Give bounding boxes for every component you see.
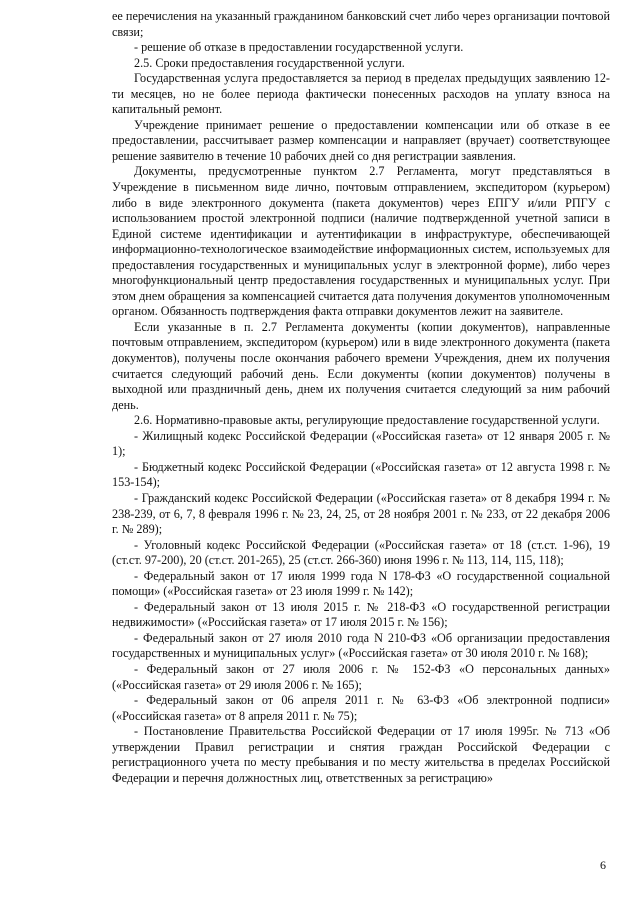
- list-item-law-152fz: - Федеральный закон от 27 июля 2006 г. № 152-ФЗ «О персональных данных» («Российская газета» от 29 июля 2006 г. № 165);: [112, 661, 610, 692]
- list-item-law-218fz: - Федеральный закон от 13 июля 2015 г. № 218-ФЗ «О государственной регистрации недвижимости» («Российская газета» от 17 июля 2015 г. № 156);: [112, 599, 610, 630]
- paragraph-receipt-date: Если указанные в п. 2.7 Регламента документы (копии документов), направленные почтовым отправлением, экспедитором (курьером) или в виде электронного документа (пакета документов), получены после окончания рабочего времени Учреждения, днем их получения считается следующий рабочий день. Если документы (копии документов) получены в выходной или праздничный день, днем их получения считается следующий за ним рабочий день.: [112, 319, 610, 412]
- page-number: 6: [600, 858, 606, 872]
- paragraph-document-submission: Документы, предусмотренные пунктом 2.7 Регламента, могут представляться в Учреждение в письменном виде лично, почтовым отправлением, экспедитором (курьером) либо в виде электронного документа (пакета документов) через ЕПГУ и/или РПГУ с использованием простой электронной подписи (наличие подтвержденной учетной записи в Единой системе идентификации и аутентификации в инфраструктуре, обеспечивающей информационно-технологическое взаимодействие информационных систем, используемых для предоставления государственных и муниципальных услуг в электронной форме), либо через многофункциональный центр предоставления государственных и муниципальных услуг. При этом днем обращения за компенсацией считается дата получения документов уполномоченным органом. Обязанность подтверждения факта отправки документов лежит на заявителе.: [112, 164, 610, 319]
- document-body: [112, 9, 610, 786]
- list-item-budget-code: - Бюджетный кодекс Российской Федерации («Российская газета» от 12 августа 1998 г. № 153-154);: [112, 459, 610, 490]
- list-item-housing-code: - Жилищный кодекс Российской Федерации («Российская газета» от 12 января 2005 г. № 1);: [112, 428, 610, 459]
- list-item-law-210fz: - Федеральный закон от 27 июля 2010 года N 210-ФЗ «Об организации предоставления государственных и муниципальных услуг» («Российская газета» от 30 июля 2010 г. № 168);: [112, 630, 610, 661]
- section-heading-2-5: 2.5. Сроки предоставления государственной услуги.: [134, 55, 405, 70]
- list-item-law-178fz: - Федеральный закон от 17 июля 1999 года N 178-ФЗ «О государственной социальной помощи» («Российская газета» от 23 июля 1999 г. № 142);: [112, 568, 610, 599]
- paragraph-service-period: Государственная услуга предоставляется за период в пределах предыдущих заявлению 12-ти месяцев, но не более периода фактически понесенных расходов на уплату взноса на капитальный ремонт.: [112, 71, 610, 117]
- list-item-criminal-code: - Уголовный кодекс Российской Федерации («Российская газета» от 18 (ст.ст. 1-96), 19 (ст.ст. 97-200), 20 (ст.ст. 201-265), 25 (ст.ст. 266-360) июня 1996 г. № 113, 114, 115, 118);: [112, 537, 610, 568]
- list-item-law-63fz: - Федеральный закон от 06 апреля 2011 г. № 63-ФЗ «Об электронной подписи» («Российская газета» от 8 апреля 2011 г. № 75);: [112, 693, 610, 723]
- paragraph-refusal-decision: - решение об отказе в предоставлении государственной услуги.: [134, 40, 464, 55]
- list-item-civil-code: - Гражданский кодекс Российской Федерации («Российская газета» от 8 декабря 1994 г. № 238-239, от 6, 7, 8 февраля 1996 г. № 23, 24, 25, от 28 ноября 2001 г. № 233, от 22 декабря 2006 г. № 289);: [112, 490, 610, 537]
- list-item-resolution-713: - Постановление Правительства Российской Федерации от 17 июля 1995г. № 713 «Об утверждении Правил регистрации и снятия граждан Российской Федерации с регистрационного учета по месту пребывания и по месту жительства в пределах Российской Федерации и перечня должностных лиц, ответственных за регистрацию»: [112, 724, 610, 785]
- paragraph-decision-deadline: Учреждение принимает решение о предоставлении компенсации или об отказе в ее предоставлении, рассчитывает размер компенсации и направляет (вручает) соответствующее решение заявителю в течение 10 рабочих дней со дня регистрации заявления.: [112, 117, 610, 163]
- paragraph-payment-method: ее перечисления на указанный гражданином банковский счет либо через организации почтовой связи;: [112, 9, 610, 39]
- section-heading-2-6: 2.6. Нормативно-правовые акты, регулирующие предоставление государственной услуги.: [134, 413, 600, 428]
